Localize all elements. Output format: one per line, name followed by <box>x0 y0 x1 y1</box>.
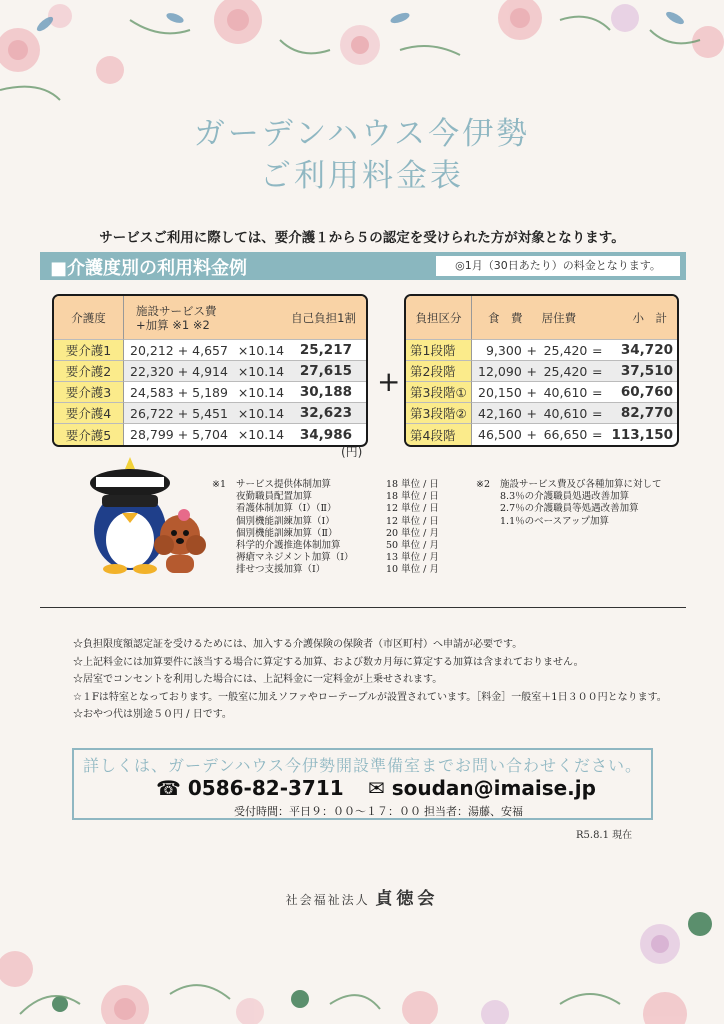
addon-item <box>236 528 439 540</box>
cell-care-level: 要介護1 <box>54 340 124 361</box>
addon-name: 個別機能訓練加算（Ⅰ） <box>236 515 335 527</box>
contact-staff: 担当者：湯藤、安福 <box>424 805 523 818</box>
header-residence: 居住費 <box>538 296 604 340</box>
header-care-level: 介護度 <box>54 296 124 340</box>
cell-food: 9,300 <box>472 340 526 361</box>
contact-box <box>72 748 653 820</box>
table-row <box>54 403 366 424</box>
addon-item <box>236 479 439 491</box>
addon-item <box>236 540 439 552</box>
cell-facility-fee: 26,722 + 5,451 <box>124 403 234 424</box>
org-name: 貞徳会 <box>375 889 439 909</box>
section-header <box>40 252 686 280</box>
cell-residence: 25,420 <box>538 361 592 382</box>
cell-tier: 第1段階 <box>406 340 472 361</box>
care-level-fee-table <box>52 294 368 447</box>
cell-plus: + <box>526 427 537 442</box>
cell-residence: 40,610 <box>538 403 592 424</box>
cell-subtotal: 82,770 <box>603 403 677 424</box>
page-subtitle: ご利用料金表 <box>260 158 464 194</box>
org-type: 社会福祉法人 <box>285 893 370 907</box>
addon-item: 8.3％の介護職員処遇改善加算 <box>500 491 630 503</box>
cell-subtotal: 60,760 <box>603 382 677 403</box>
table-row <box>54 361 366 382</box>
currency-unit: (円) <box>341 445 363 459</box>
notes-list <box>73 636 667 724</box>
addon-item: 1.1％のベースアップ加算 <box>500 515 609 527</box>
cell-plus: + <box>526 361 538 382</box>
cell-food: 12,090 <box>472 361 526 382</box>
header-tier: 負担区分 <box>406 296 472 340</box>
addon-item <box>236 503 439 515</box>
cell-equals: = <box>591 340 603 361</box>
addon-item <box>236 491 439 503</box>
table-row <box>406 424 677 445</box>
cell-care-level: 要介護5 <box>54 424 124 445</box>
note-item: ☆１Fは特室となっております。一般室に加えソファやローテーブルが設置されています。［料金］一般室＋1日３００円となります。 <box>73 691 667 703</box>
cell-residence: 40,610 <box>538 382 592 403</box>
table-row <box>54 382 366 403</box>
contact-lead: 詳しくは、ガーデンハウス今伊勢開設準備室までお問い合わせください。 <box>82 756 643 775</box>
header-facility-fee <box>124 296 287 340</box>
table-row <box>54 424 366 445</box>
email-text: soudan@imaise.jp <box>391 776 596 800</box>
table-row <box>54 340 366 361</box>
addon-mark-1: ※1 <box>212 479 227 490</box>
section-title: ■介護度別の利用料金例 <box>50 258 248 279</box>
mail-icon: ✉ <box>368 776 385 800</box>
addon-list-2 <box>500 479 662 528</box>
cell-multiplier: ×10.14 <box>234 340 287 361</box>
table-row <box>406 403 677 424</box>
addon-value: 12 単位 / 日 <box>386 503 439 515</box>
addon-name: 個別機能訓練加算（Ⅱ） <box>236 527 338 539</box>
note-item: ☆負担限度額認定証を受けるためには、加入する介護保険の保険者（市区町村）へ申請が必要です。 <box>73 639 523 650</box>
addon-item <box>236 564 439 576</box>
note-item: ☆おやつ代は別途５０円 / 日です。 <box>73 709 232 721</box>
intro-text: サービスご利用に際しては、要介護１から５の認定を受けられた方が対象となります。 <box>99 230 625 246</box>
phone-number[interactable] <box>156 776 344 800</box>
flower-decoration-bottom <box>0 904 724 1024</box>
cell-residence: 25,420 <box>538 340 592 361</box>
addon-name: 看護体制加算（Ⅰ）（Ⅱ） <box>236 503 337 515</box>
addon-item: 2.7％の介護職員等処遇改善加算 <box>500 503 639 515</box>
addon-item <box>236 516 439 528</box>
addon-item: 施設サービス費及び各種加算に対して <box>500 479 662 490</box>
addon-value: 13 単位 / 月 <box>386 552 439 564</box>
page-title: ガーデンハウス今伊勢 <box>193 116 531 152</box>
cell-tier: 第4段階 <box>406 424 472 445</box>
cell-subtotal: 113,150 <box>611 426 673 443</box>
cell-multiplier: ×10.14 <box>234 361 287 382</box>
divider <box>40 607 686 608</box>
addon-name: 排せつ支援加算（Ⅰ） <box>236 564 326 576</box>
table-row <box>406 340 677 361</box>
cell-care-level: 要介護4 <box>54 403 124 424</box>
addon-value: 20 単位 / 月 <box>386 527 439 539</box>
addon-list-1 <box>236 479 439 577</box>
cell-self-pay: 30,188 <box>287 382 366 403</box>
cell-food: 42,160 <box>472 403 526 424</box>
addon-value: 18 単位 / 日 <box>386 491 439 503</box>
addon-name: 科学的介護推進体制加算 <box>236 539 341 551</box>
cell-plus: + <box>526 382 538 403</box>
phone-text: 0586-82-3711 <box>187 776 344 800</box>
addon-name: 夜勤職員配置加算 <box>236 491 313 503</box>
cell-care-level: 要介護2 <box>54 361 124 382</box>
phone-icon: ☎ <box>156 776 181 800</box>
cell-subtotal: 34,720 <box>603 340 677 361</box>
addon-value: 50 単位 / 月 <box>386 539 439 551</box>
header-self-pay: 自己負担1割 <box>287 296 366 340</box>
cell-food: 46,500 <box>478 427 522 442</box>
poodle-mascot <box>150 505 210 575</box>
cell-facility-fee: 20,212 + 4,657 <box>124 340 234 361</box>
email-link[interactable] <box>368 776 596 800</box>
cell-subtotal: 37,510 <box>603 361 677 382</box>
header-food: 食 費 <box>472 296 538 340</box>
addon-name: 褥瘡マネジメント加算（Ⅰ） <box>236 552 354 564</box>
addon-name: サービス提供体制加算 <box>236 479 332 490</box>
addon-value: 12 単位 / 日 <box>386 515 439 527</box>
burden-tier-fee-table <box>404 294 679 447</box>
cell-facility-fee: 28,799 + 5,704 <box>130 427 228 442</box>
cell-self-pay: 27,615 <box>287 361 366 382</box>
addon-value: 18 単位 / 日 <box>386 479 439 490</box>
cell-tier: 第2段階 <box>406 361 472 382</box>
cell-equals: = <box>592 427 603 442</box>
cell-tier: 第3段階① <box>406 382 472 403</box>
cell-tier: 第3段階② <box>406 403 472 424</box>
cell-facility-fee: 24,583 + 5,189 <box>124 382 234 403</box>
cell-self-pay: 34,986 <box>299 426 352 443</box>
cell-self-pay: 25,217 <box>287 340 366 361</box>
addon-mark-2: ※2 <box>476 479 491 490</box>
cell-self-pay: 32,623 <box>287 403 366 424</box>
plus-sign: + <box>377 365 401 398</box>
cell-equals: = <box>591 361 603 382</box>
cell-residence: 66,650 <box>543 427 588 442</box>
flower-decoration-top <box>0 0 724 110</box>
note-item: ☆上記料金には加算要件に該当する場合に算定する加算、および数カ月毎に算定する加算は含まれておりません。 <box>73 656 584 668</box>
table-row <box>406 361 677 382</box>
cell-care-level: 要介護3 <box>54 382 124 403</box>
cell-plus: + <box>526 340 538 361</box>
note-item: ☆居室でコンセントを利用した場合には、上記料金に一定料金が上乗せされます。 <box>73 674 443 686</box>
header-subtotal: 小 計 <box>603 296 677 340</box>
cell-equals: = <box>591 382 603 403</box>
cell-multiplier: ×10.14 <box>237 427 285 442</box>
cell-food: 20,150 <box>472 382 526 403</box>
as-of-date: R5.8.1 現在 <box>576 830 633 841</box>
office-hours: 受付時間：平日９：００〜１７：００ <box>234 805 421 818</box>
table-row <box>406 382 677 403</box>
header-facility-line1: 施設サービス費 <box>136 303 217 318</box>
section-note: ◎1月（30日あたり）の料金となります。 <box>436 256 680 276</box>
cell-facility-fee: 22,320 + 4,914 <box>124 361 234 382</box>
header-facility-line2: +加算 ※1 ※2 <box>136 317 210 332</box>
cell-plus: + <box>526 403 538 424</box>
addon-value: 10 単位 / 月 <box>386 564 439 576</box>
cell-multiplier: ×10.14 <box>234 403 287 424</box>
cell-equals: = <box>591 403 603 424</box>
cell-multiplier: ×10.14 <box>234 382 287 403</box>
addon-item <box>236 552 439 564</box>
organization <box>0 884 724 909</box>
